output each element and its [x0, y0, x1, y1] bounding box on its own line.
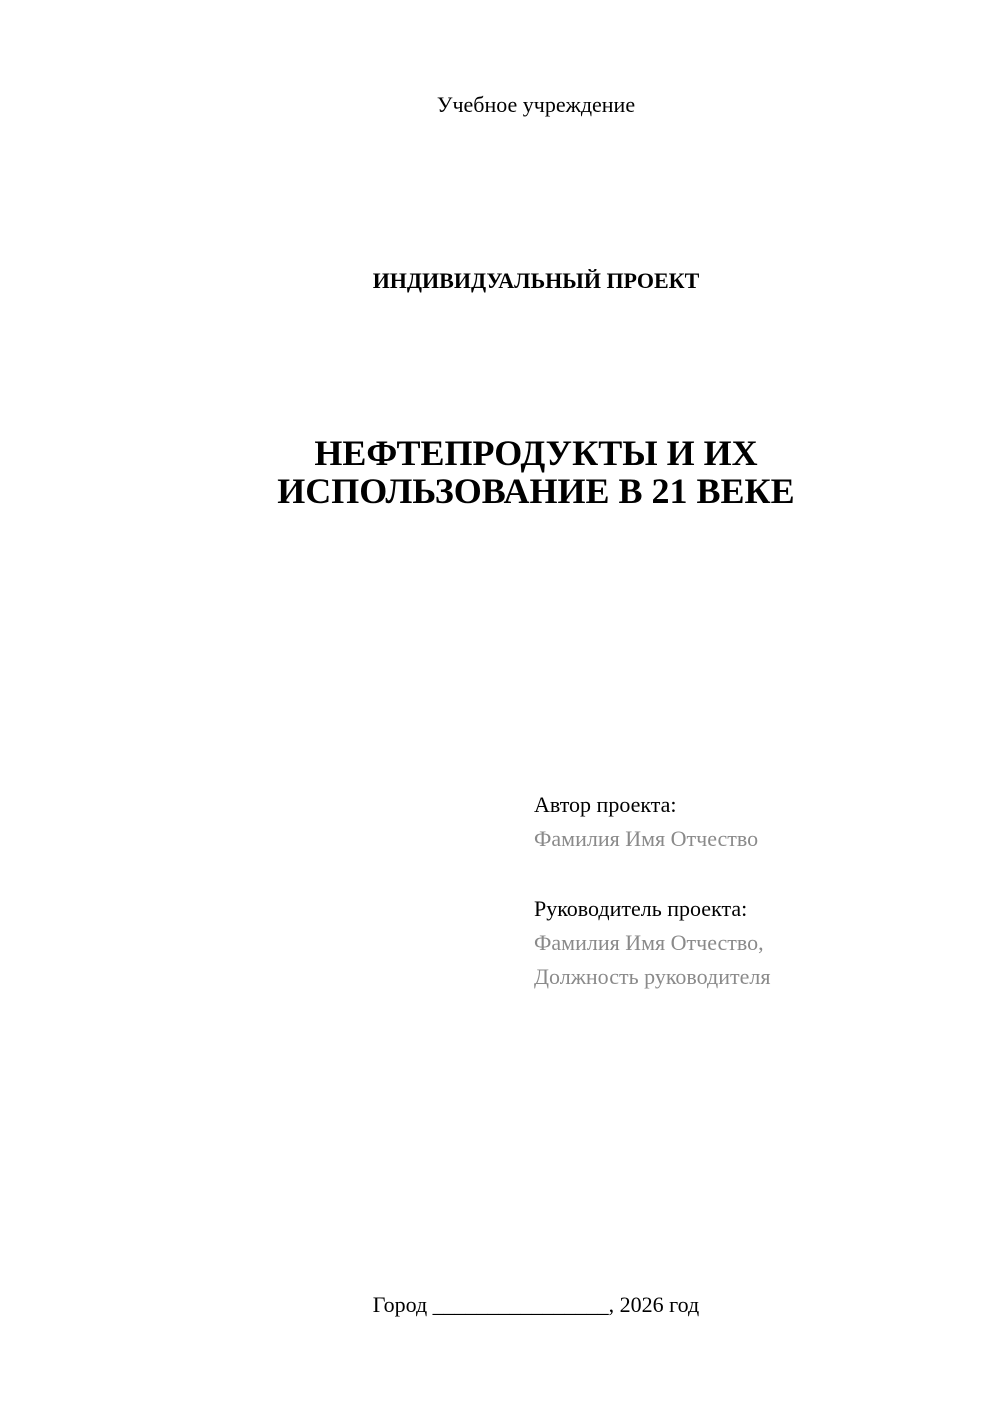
institution-name: Учебное учреждение	[436, 92, 636, 117]
supervisor-name: Фамилия Имя Отчество,	[534, 930, 764, 955]
credits-spacer	[534, 856, 974, 892]
author-label: Автор проекта:	[534, 792, 677, 817]
project-credits	[534, 788, 974, 994]
city-label: Город	[372, 1292, 428, 1317]
city-blank: ________________	[432, 1292, 609, 1317]
project-title-line-2: ИСПОЛЬЗОВАНИЕ В 21 ВЕКЕ	[277, 471, 795, 511]
supervisor-position: Должность руководителя	[534, 964, 771, 989]
city-year-line	[0, 1290, 1000, 1320]
project-title	[0, 434, 1000, 510]
supervisor-label: Руководитель проекта:	[534, 896, 748, 921]
project-title-line-1: НЕФТЕПРОДУКТЫ И ИХ	[314, 433, 758, 473]
project-type-heading: ИНДИВИДУАЛЬНЫЙ ПРОЕКТ	[372, 268, 700, 293]
author-name: Фамилия Имя Отчество	[534, 826, 759, 851]
year-label: , 2026 год	[608, 1292, 700, 1317]
